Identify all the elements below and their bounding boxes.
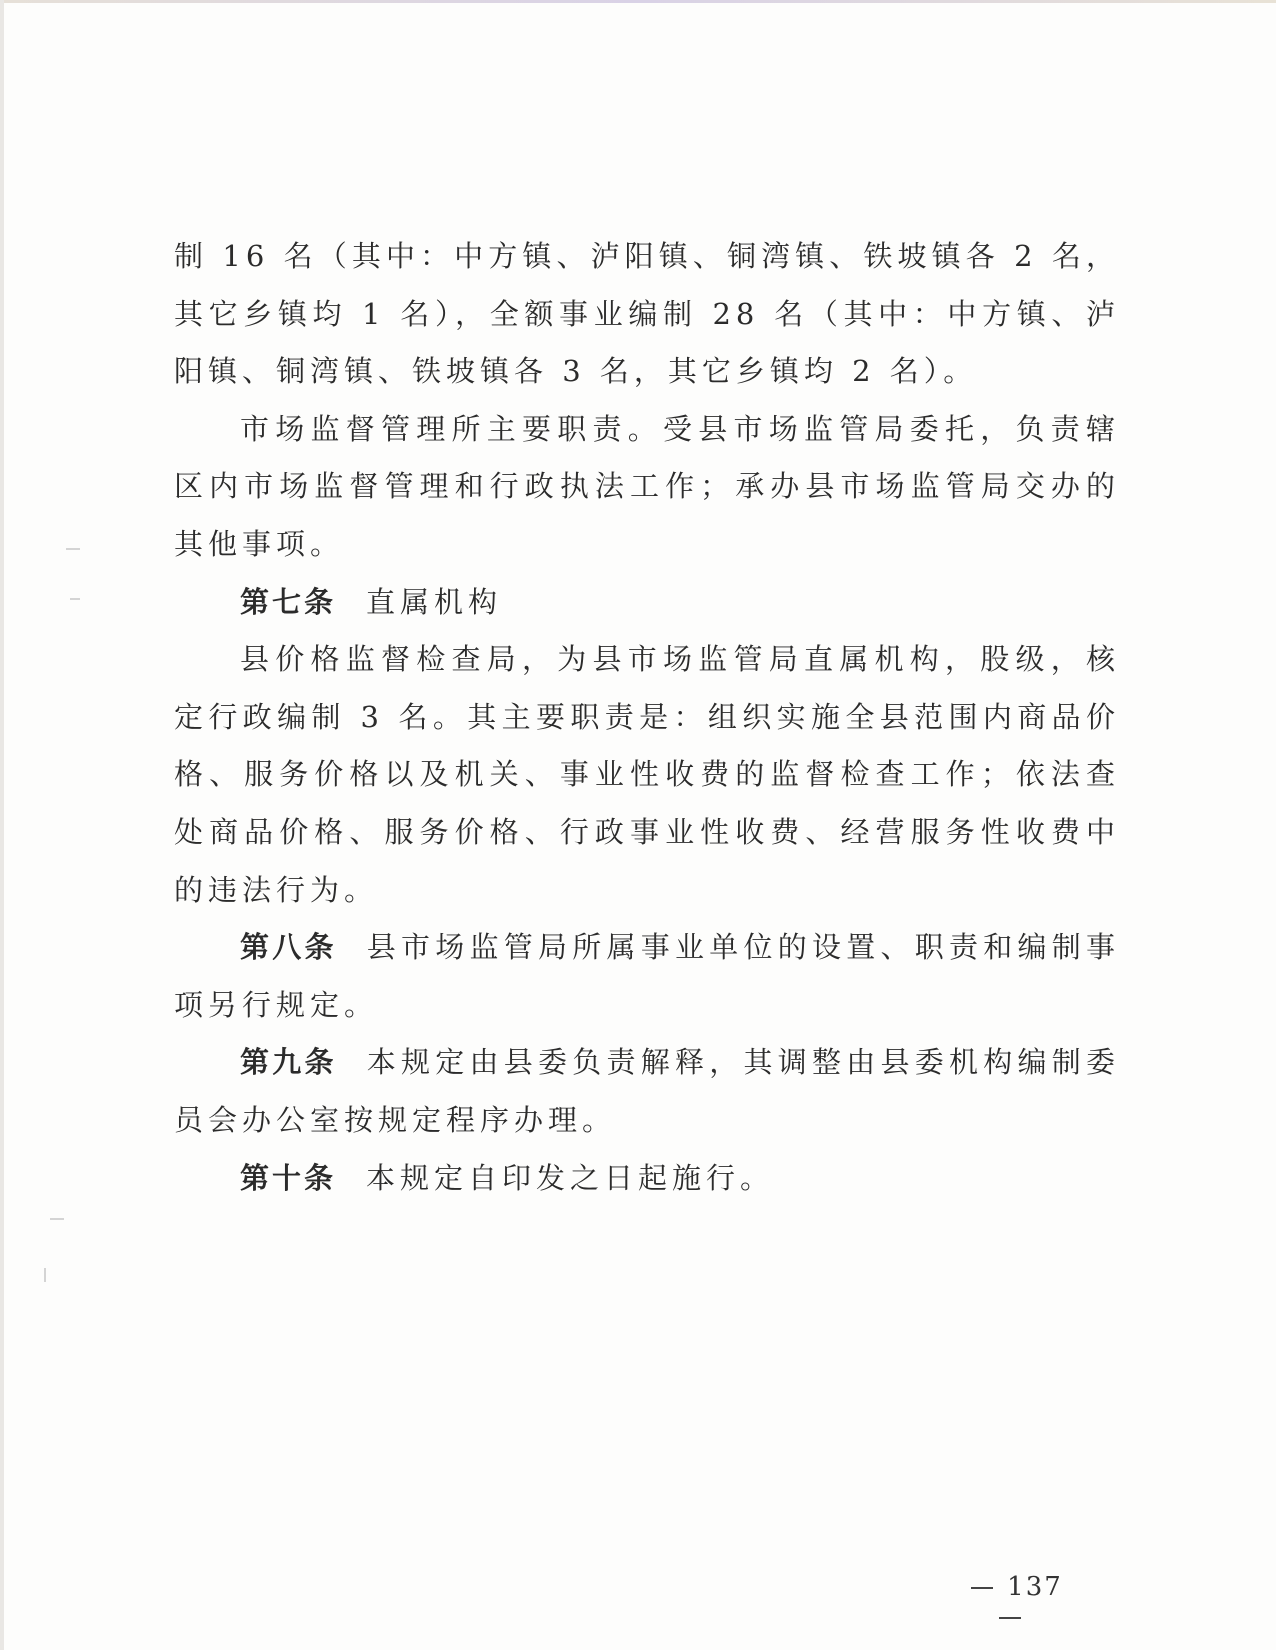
article-heading: 第九条 (240, 1045, 337, 1080)
page-number-dash-left (971, 1587, 993, 1589)
article-title: 直属机构 (366, 584, 503, 619)
document-body (174, 228, 1120, 1207)
scan-top-edge (0, 0, 1276, 3)
paragraph-text: 市场监督管理所主要职责。受县市场监管局委托，负责辖区内市场监督管理和行政执法工作；承办县市场监管局交办的其他事项。 (174, 411, 1120, 561)
scan-artifact (50, 1218, 64, 1220)
scan-artifact (70, 598, 80, 600)
page-number-value: 137 (1007, 1572, 1063, 1602)
scan-left-edge (0, 0, 4, 1650)
scan-artifact (66, 548, 80, 550)
article-nine (174, 1034, 1120, 1149)
article-heading: 第十条 (240, 1160, 337, 1195)
page-number (940, 1572, 1080, 1632)
article-heading: 第八条 (240, 930, 337, 965)
paragraph-market-supervision-duties (174, 401, 1120, 574)
article-heading: 第七条 (240, 584, 337, 619)
paragraph-text: 制 16 名（其中：中方镇、泸阳镇、铜湾镇、铁坡镇各 2 名，其它乡镇均 1 名），全额事业编制 28 名（其中：中方镇、泸阳镇、铜湾镇、铁坡镇各 3 名，其它乡镇均 2 名）。 (174, 239, 1120, 389)
article-text: 本规定自印发之日起施行。 (366, 1160, 775, 1195)
article-seven (174, 574, 1120, 632)
scan-artifact (44, 1268, 46, 1282)
article-text: 本规定由县委负责解释，其调整由县委机构编制委员会办公室按规定程序办理。 (174, 1045, 1120, 1137)
paragraph-staffing-continued (174, 228, 1120, 401)
paragraph-price-bureau (174, 631, 1120, 919)
article-eight (174, 919, 1120, 1034)
article-text: 县市场监管局所属事业单位的设置、职责和编制事项另行规定。 (174, 930, 1120, 1022)
page-number-dash-right (999, 1617, 1021, 1619)
paragraph-text: 县价格监督检查局，为县市场监管局直属机构，股级，核定行政编制 3 名。其主要职责是：组织实施全县范围内商品价格、服务价格以及机关、事业性收费的监督检查工作；依法查处商品价格、服务价格、行政事业性收费、经营服务性收费中的违法行为。 (174, 642, 1120, 907)
article-ten (174, 1150, 1120, 1208)
